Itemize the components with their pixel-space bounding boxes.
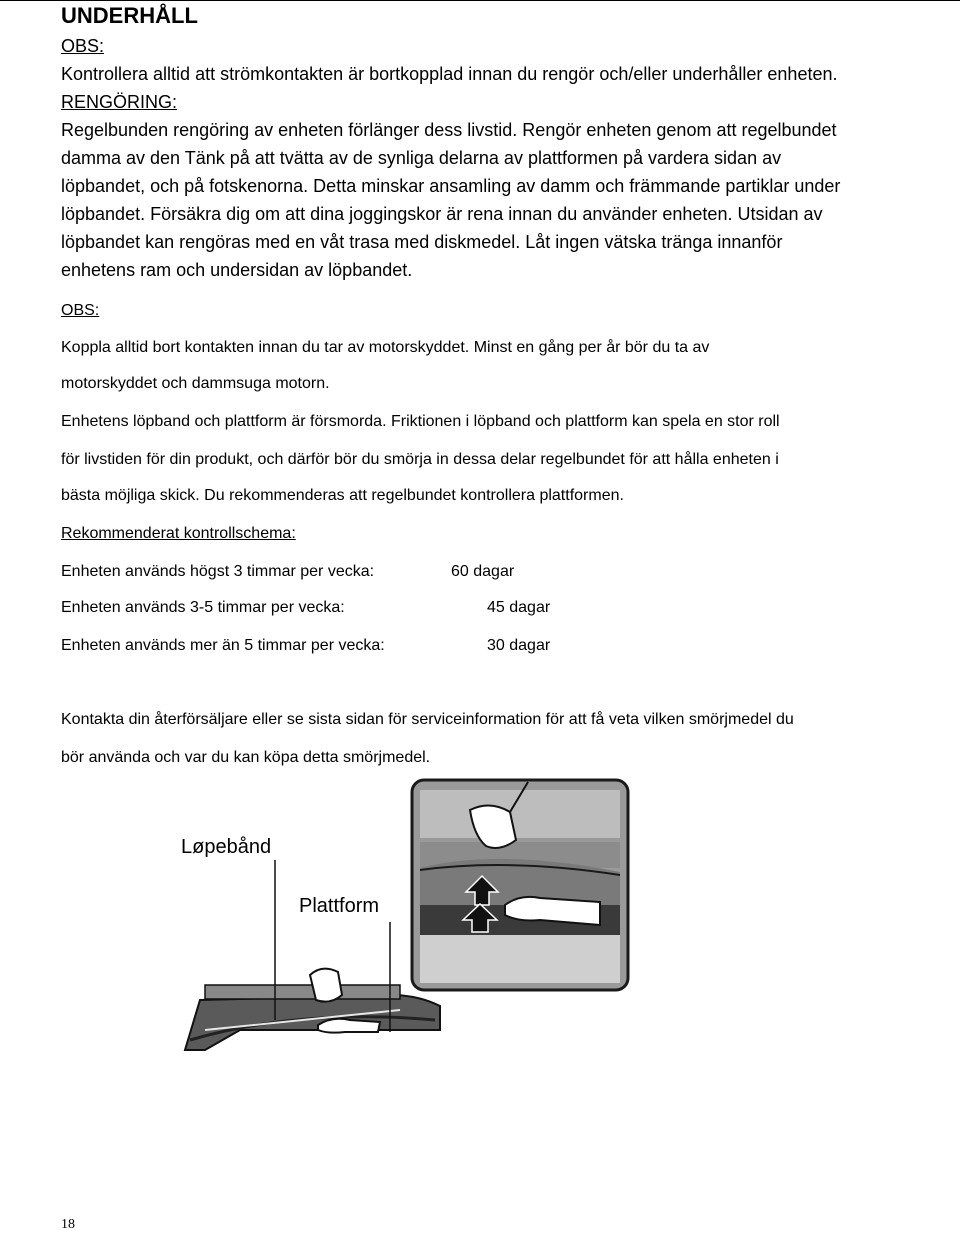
obs-label: OBS: <box>61 36 105 56</box>
contact-line: Kontakta din återförsäljare eller se sista sidan för serviceinformation för att få veta vilken smörjmedel du <box>61 711 794 728</box>
cleaning-line: löpbandet. Försäkra dig om att dina joggingskor är rena innan du använder enheten. Utsidan av <box>61 204 823 224</box>
obs2-label: OBS: <box>61 302 100 319</box>
cleaning-line: löpbandet kan rengöras med en våt trasa med diskmedel. Låt ingen vätska tränga innanför <box>61 232 783 252</box>
schedule-condition: Enheten används högst 3 timmar per vecka: <box>61 563 375 580</box>
treadmill-base <box>185 969 440 1050</box>
contact-line: bör använda och var du kan köpa detta smörjmedel. <box>61 749 431 766</box>
label-belt: Løpebånd <box>181 836 272 858</box>
schedule-interval: 30 dagar <box>487 637 551 654</box>
schedule-condition: Enheten används 3-5 timmar per vecka: <box>61 599 345 616</box>
treadmill-illustration <box>170 772 650 1072</box>
schedule-condition: Enheten används mer än 5 timmar per vecka: <box>61 637 385 654</box>
obs2-line: Koppla alltid bort kontakten innan du tar av motorskyddet. Minst en gång per år bör du ta av <box>61 339 710 356</box>
schedule-heading: Rekommenderat kontrollschema: <box>61 525 296 542</box>
obs2-line: bästa möjliga skick. Du rekommenderas att regelbundet kontrollera plattformen. <box>61 487 624 504</box>
schedule-interval: 60 dagar <box>451 563 515 580</box>
cleaning-line: löpbandet, och på fotskenorna. Detta minskar ansamling av damm och främmande partiklar under <box>61 176 841 196</box>
page-number: 18 <box>61 1217 75 1232</box>
cleaning-line: damma av den Tänk på att tvätta av de synliga delarna av plattformen på vardera sidan av <box>61 148 782 168</box>
cleaning-line: enhetens ram och undersidan av löpbandet. <box>61 260 413 280</box>
cleaning-line: Regelbunden rengöring av enheten förlänger dess livstid. Rengör enheten genom att regelbundet <box>61 120 837 140</box>
schedule-interval: 45 dagar <box>487 599 551 616</box>
obs2-line: motorskyddet och dammsuga motorn. <box>61 375 330 392</box>
obs2-line: för livstiden för din produkt, och därför bör du smörja in dessa delar regelbundet för att hålla enheten i <box>61 451 779 468</box>
top-rule <box>0 0 960 1</box>
obs2-line: Enhetens löpband och plattform är försmorda. Friktionen i löpband och plattform kan spela en stor roll <box>61 413 780 430</box>
cleaning-label: RENGÖRING: <box>61 92 178 112</box>
obs-warning-text: Kontrollera alltid att strömkontakten är bortkopplad innan du rengör och/eller underhåller enheten. <box>61 64 838 84</box>
inset-zoom-view <box>412 780 628 990</box>
page-title: UNDERHÅLL <box>61 3 198 28</box>
label-platform: Plattform <box>299 895 380 917</box>
